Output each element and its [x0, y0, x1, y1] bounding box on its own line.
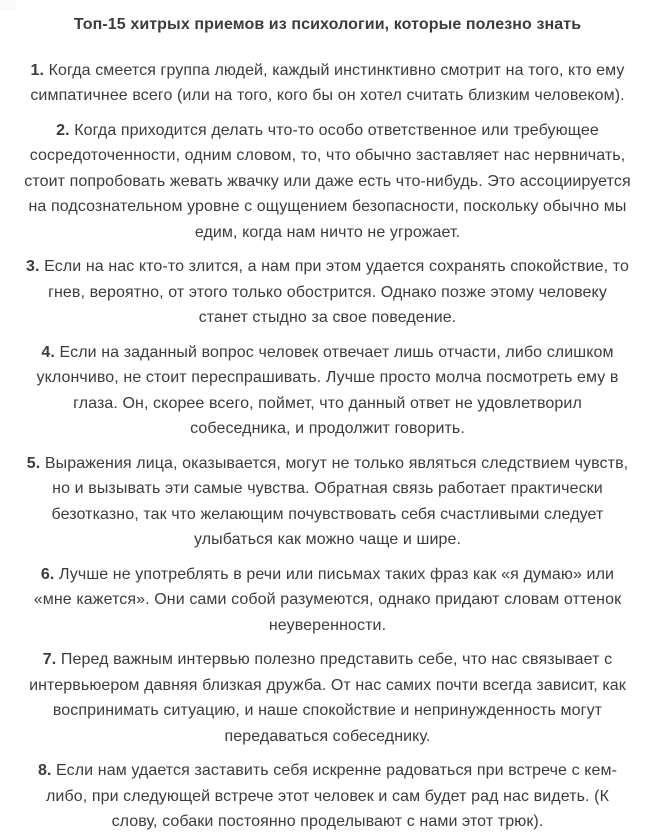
list-item-text: Перед важным интервью полезно представить себе, что нас связывает с интервьюером давняя близкая дружба. От нас самих почти всегда зависит, как воспринимать ситуацию, и наше спокойствие и непринужденность могут передаваться собеседнику.: [29, 651, 626, 745]
list-item-number: 8.: [37, 762, 52, 779]
list-item-number: 6.: [40, 565, 55, 583]
list-item-text: Если на заданный вопрос человек отвечает лишь отчасти, либо слишком уклончиво, не стоит переспрашивать. Лучше просто молча посмотреть ему в глаза. Он, скорее всего, поймет, что данный ответ не удовлетворил собеседника, и продолжит говорить.: [36, 343, 619, 437]
list-item-1: [22, 58, 634, 109]
list-item-2: [22, 118, 634, 246]
article-page: [22, 0, 634, 835]
list-item-number: 5.: [26, 454, 41, 472]
list-item-text: Если нам удается заставить себя искренне радоваться при встрече с кем-либо, при следующей встрече этот человек и сам будет рад нас видеть. (К слову, собаки постоянно проделывают с нами этот трюк).: [46, 762, 618, 830]
list-item-number: 2.: [56, 121, 70, 139]
list-item-number: 7.: [42, 651, 57, 668]
page-title: Топ-15 хитрых приемов из психологии, которые полезно знать: [73, 16, 582, 33]
list-item-4: [22, 340, 634, 442]
list-item-text: Когда смеется группа людей, каждый инстинктивно смотрит на того, кто ему симпатичнее всего (или на того, кого бы он хотел считать близким человеком).: [30, 61, 625, 104]
list-item-text: Когда приходится делать что-то особо ответственное или требующее сосредоточенности, одним словом, то, что обычно заставляет нас нервничать, стоит попробовать жевать жвачку или даже есть что-нибудь. Это ассоциируется на подсознательном уровне с ощущением безопасности, поскольку обычно мы едим, когда нам ничто не угрожает.: [24, 121, 631, 241]
list-item-number: 1.: [30, 61, 45, 79]
list-item-6: [22, 562, 634, 639]
list-item-text: Лучше не употреблять в речи или письмах таких фраз как «я думаю» или «мне кажется». Они сами собой разумеются, однако придают словам оттенок неуверенности.: [33, 565, 622, 634]
list-item-number: 4.: [41, 343, 55, 361]
list-item-7: [22, 647, 634, 749]
corner-artifact: [0, 0, 16, 11]
list-item-8: [22, 758, 634, 835]
list-item-3: [22, 254, 634, 331]
list-item-5: [22, 451, 634, 553]
list-item-number: 3.: [26, 258, 40, 275]
list-item-text: Если на нас кто-то злится, а нам при этом удается сохранять спокойствие, то гнев, вероятно, от этого только обострится. Однако позже этому человеку станет стыдно за свое поведение.: [44, 258, 629, 326]
list-item-text: Выражения лица, оказывается, могут не только являться следствием чувств, но и вызывать эти самые чувства. Обратная связь работает практически безотказно, так что желающим почувствовать себя счастливыми следует улыбаться как можно чаще и шире.: [44, 454, 629, 548]
